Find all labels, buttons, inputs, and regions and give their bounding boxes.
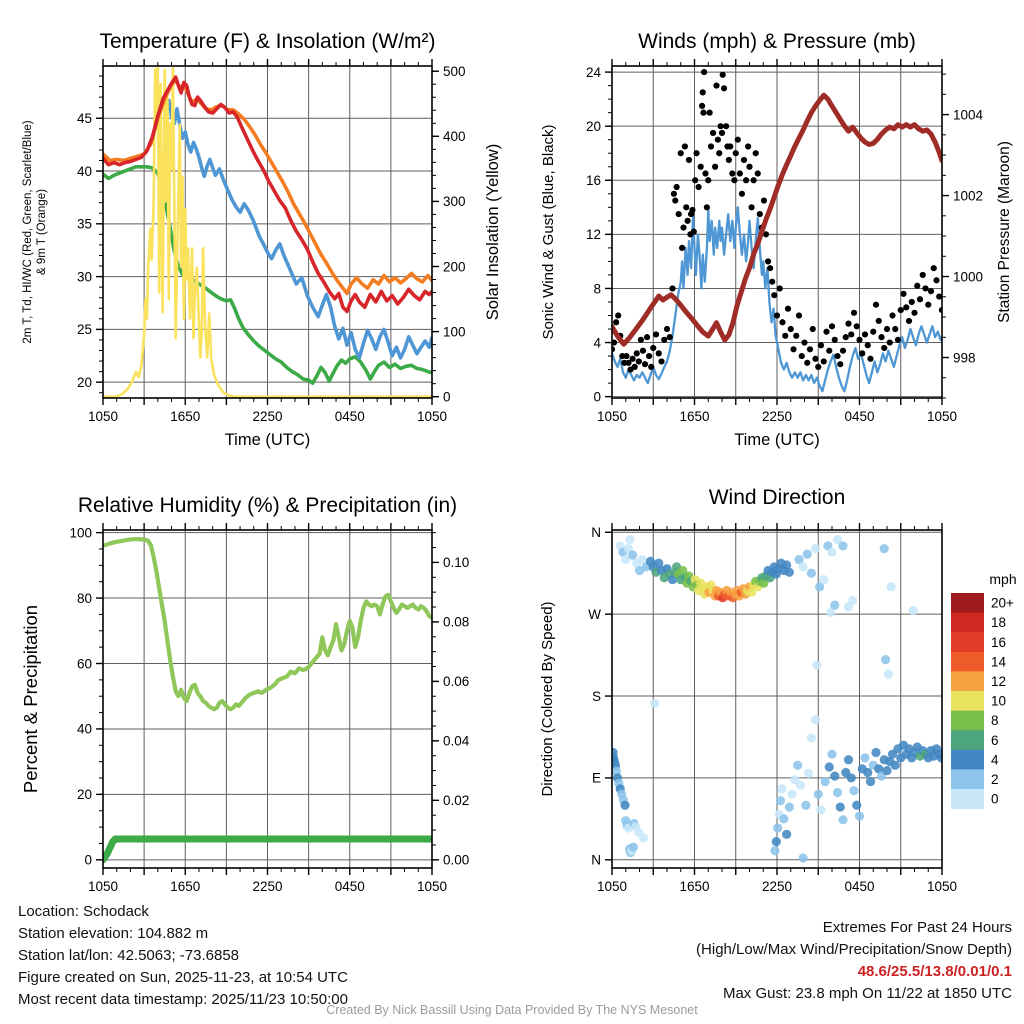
y-tick-label: 300 bbox=[443, 194, 466, 210]
y-tick-label: 20 bbox=[76, 787, 92, 803]
y-tick-label: 998 bbox=[953, 350, 976, 366]
y-tick-label: 35 bbox=[76, 216, 92, 232]
chart-title: Relative Humidity (%) & Precipitation (in) bbox=[77, 494, 458, 517]
right-axis-label: Solar Insolation (Yellow) bbox=[484, 143, 502, 321]
colorbar-label: 12 bbox=[991, 674, 1007, 689]
x-axis-label: Time (UTC) bbox=[224, 431, 311, 449]
x-tick-label: 2250 bbox=[761, 409, 793, 424]
colorbar-cell bbox=[951, 730, 984, 750]
extremes-subtitle: (High/Low/Max Wind/Precipitation/Snow Depth) bbox=[696, 941, 1012, 958]
x-tick-label: 1050 bbox=[416, 409, 448, 424]
temp_insolation-panel bbox=[22, 30, 502, 449]
colorbar-cell bbox=[951, 750, 984, 770]
y-tick-label: 16 bbox=[585, 173, 601, 189]
colorbar-cell bbox=[951, 769, 984, 789]
left-axis-label: 2m T, Td, HI/WC (Red, Green, Scarlet/Blue) bbox=[22, 120, 34, 344]
y-tick-label: 24 bbox=[585, 64, 601, 80]
colorbar-label: 14 bbox=[991, 654, 1007, 670]
x-tick-label: 1050 bbox=[926, 879, 958, 894]
station-info-block bbox=[18, 901, 348, 1011]
winds_pressure-panel bbox=[540, 30, 1013, 449]
y-tick-label: 0.00 bbox=[443, 852, 470, 868]
x-tick-label: 0450 bbox=[334, 409, 365, 424]
colorbar-cell bbox=[951, 671, 984, 691]
x-tick-label: 1650 bbox=[679, 409, 710, 424]
wind_direction-panel bbox=[539, 486, 1017, 894]
x-tick-label: 1050 bbox=[87, 879, 119, 894]
x-tick-label: 1050 bbox=[87, 409, 119, 424]
y-tick-label: 0.04 bbox=[443, 733, 470, 749]
chart-title: Temperature (F) & Insolation (W/m²) bbox=[99, 30, 436, 53]
colorbar-label: 6 bbox=[991, 732, 999, 748]
left-axis-label: Sonic Wind & Gust (Blue, Black) bbox=[540, 124, 557, 340]
left-axis-label: & 9m T (Orange) bbox=[36, 189, 48, 275]
colorbar-title: mph bbox=[989, 571, 1017, 587]
rh_precip-panel bbox=[20, 494, 470, 894]
figure-created-timestamp: Figure created on Sun, 2025-11-23, at 10:54 UTC bbox=[18, 969, 348, 986]
y-tick-label: 0 bbox=[593, 389, 601, 405]
y-tick-label: 1000 bbox=[953, 269, 984, 285]
station-elevation: Station elevation: 104.882 m bbox=[18, 925, 209, 942]
x-tick-label: 0450 bbox=[844, 409, 875, 424]
y-tick-label: 20 bbox=[76, 374, 92, 390]
station-latlon: Station lat/lon: 42.5063; -73.6858 bbox=[18, 947, 240, 964]
y-tick-label: 0.10 bbox=[443, 555, 470, 571]
y-tick-label: 0.02 bbox=[443, 793, 470, 809]
left-axis-label: Direction (Colored By Speed) bbox=[539, 601, 556, 797]
x-axis-label: Time (UTC) bbox=[734, 431, 820, 449]
y-tick-label: 200 bbox=[443, 259, 466, 275]
y-tick-label: 100 bbox=[443, 324, 466, 340]
x-tick-label: 1650 bbox=[679, 879, 710, 894]
colorbar-cell bbox=[951, 593, 984, 613]
y-tick-label: 40 bbox=[76, 721, 92, 737]
most-recent-data-timestamp: Most recent data timestamp: 2025/11/23 10:50:00 bbox=[18, 991, 348, 1008]
rh_precip-grid bbox=[103, 530, 432, 868]
y-tick-label: 0.06 bbox=[443, 674, 470, 690]
colorbar-label: 4 bbox=[991, 752, 999, 768]
y-tick-label: 25 bbox=[76, 322, 92, 338]
y-tick-label: 80 bbox=[76, 590, 92, 606]
credit-line: Created By Nick Bassill Using Data Provided By The NYS Mesonet bbox=[326, 1003, 698, 1017]
y-tick-label: 100 bbox=[69, 525, 92, 541]
colorbar-cell bbox=[951, 632, 984, 652]
y-tick-label: E bbox=[591, 770, 601, 786]
x-tick-label: 1650 bbox=[170, 879, 201, 894]
x-tick-label: 1050 bbox=[416, 879, 448, 894]
left-axis-label: Percent & Precipitation bbox=[20, 604, 41, 794]
x-tick-label: 1650 bbox=[170, 409, 201, 424]
y-tick-label: 40 bbox=[76, 163, 92, 179]
y-tick-label: 60 bbox=[76, 656, 92, 672]
y-tick-label: 45 bbox=[76, 111, 92, 127]
colorbar-label: 10 bbox=[991, 693, 1007, 709]
x-tick-label: 2250 bbox=[761, 879, 793, 894]
y-tick-label: 4 bbox=[593, 335, 601, 351]
y-tick-label: 30 bbox=[76, 269, 92, 285]
y-tick-label: 20 bbox=[585, 118, 601, 134]
colorbar-cell bbox=[951, 691, 984, 711]
station-location: Location: Schodack bbox=[18, 903, 149, 920]
colorbar-label: 18 bbox=[991, 615, 1007, 631]
x-tick-label: 1050 bbox=[926, 409, 958, 424]
y-tick-label: 0 bbox=[443, 389, 451, 405]
y-tick-label: 0.08 bbox=[443, 614, 470, 630]
extremes-values: 48.6/25.5/13.8/0.01/0.1 bbox=[857, 963, 1012, 980]
colorbar-cell bbox=[951, 613, 984, 633]
x-tick-label: 0450 bbox=[844, 879, 875, 894]
y-tick-label: W bbox=[588, 606, 601, 622]
right-axis-label: Station Pressure (Maroon) bbox=[996, 141, 1013, 323]
speed-colorbar bbox=[951, 571, 1017, 809]
extremes-title: Extremes For Past 24 Hours bbox=[822, 919, 1012, 936]
x-tick-label: 1050 bbox=[596, 879, 628, 894]
x-tick-label: 0450 bbox=[334, 879, 365, 894]
chart-title: Wind Direction bbox=[708, 486, 846, 509]
colorbar-label: 16 bbox=[991, 634, 1007, 650]
extremes-block bbox=[696, 917, 1012, 1005]
x-tick-label: 2250 bbox=[252, 409, 283, 424]
colorbar-label: 8 bbox=[991, 713, 999, 729]
colorbar-label: 0 bbox=[991, 791, 999, 807]
x-tick-label: 2250 bbox=[252, 879, 283, 894]
y-tick-label: N bbox=[591, 852, 601, 868]
x-tick-label: 1050 bbox=[596, 409, 628, 424]
y-tick-label: 400 bbox=[443, 129, 466, 145]
chart-title: Winds (mph) & Pressure (mb) bbox=[638, 30, 916, 53]
y-tick-label: S bbox=[591, 688, 601, 704]
y-tick-label: N bbox=[591, 525, 601, 541]
colorbar-label: 20+ bbox=[991, 595, 1014, 611]
colorbar-cell bbox=[951, 652, 984, 672]
y-tick-label: 8 bbox=[593, 281, 601, 297]
y-tick-label: 0 bbox=[84, 852, 92, 868]
colorbar-cell bbox=[951, 789, 984, 809]
y-tick-label: 500 bbox=[443, 64, 466, 80]
y-tick-label: 12 bbox=[585, 227, 601, 243]
max-gust-line: Max Gust: 23.8 mph On 11/22 at 1850 UTC bbox=[722, 985, 1012, 1002]
y-tick-label: 1002 bbox=[953, 188, 984, 204]
colorbar-label: 2 bbox=[991, 772, 999, 787]
y-tick-label: 1004 bbox=[953, 107, 984, 123]
colorbar-cell bbox=[951, 711, 984, 731]
